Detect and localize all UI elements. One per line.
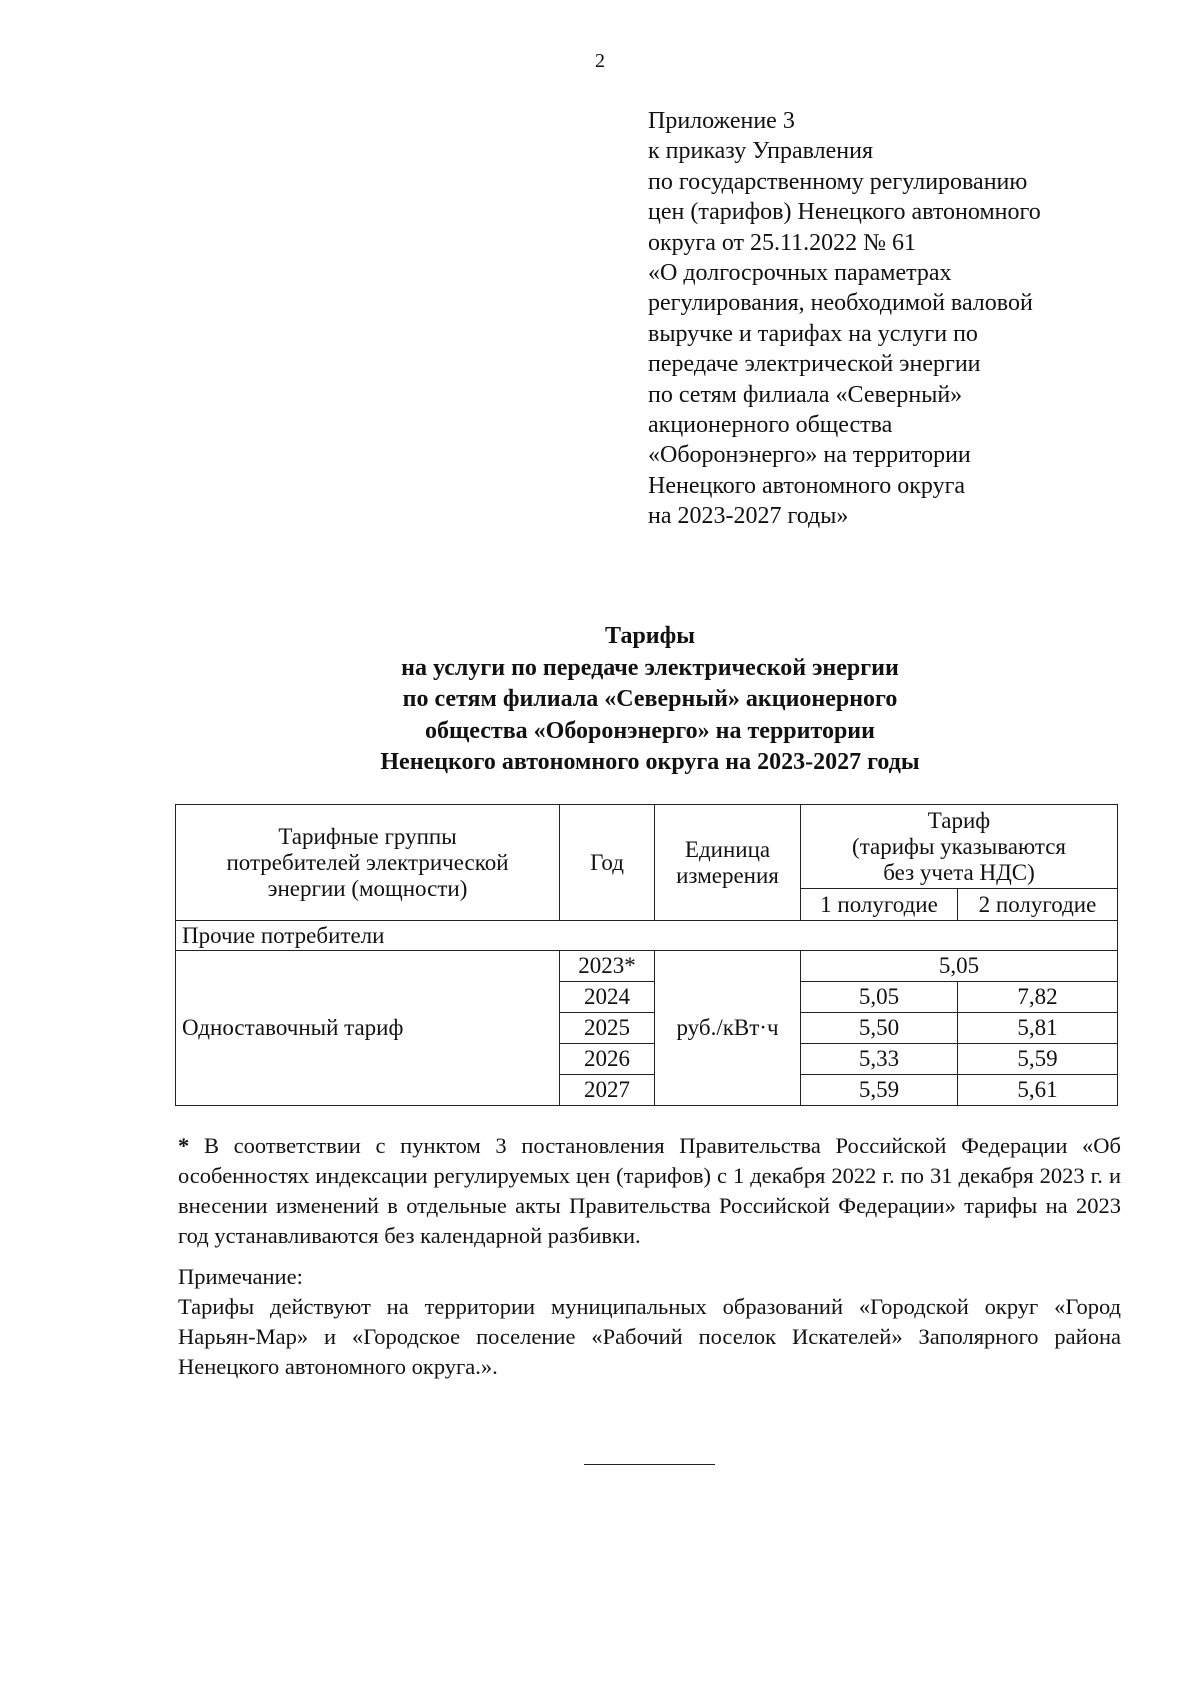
value-cell: 5,59 (801, 1075, 958, 1106)
value-cell: 5,59 (958, 1044, 1118, 1075)
appendix-line: выручке и тарифах на услуги по (648, 320, 978, 347)
header-text: энергии (мощности) (267, 875, 468, 901)
appendix-line: акционерного общества (648, 412, 893, 439)
header-text: Тариф (927, 807, 991, 833)
header-tariff-group (176, 805, 560, 921)
merged-value-cell: 5,05 (801, 951, 1118, 982)
appendix-line: на 2023-2027 годы» (648, 503, 849, 530)
year-cell: 2024 (560, 982, 655, 1013)
appendix-line: по сетям филиала «Северный» (648, 381, 963, 408)
appendix-line: регулирования, необходимой валовой (648, 290, 1033, 317)
end-divider (584, 1464, 715, 1465)
year-cell: 2023* (560, 951, 655, 982)
title-line: общества «Оборонэнерго» на территории (425, 717, 875, 744)
header-text: без учета НДС) (883, 859, 1035, 885)
year-cell: 2027 (560, 1075, 655, 1106)
header-text: измерения (676, 862, 779, 888)
header-half-1: 1 полугодие (801, 889, 958, 921)
appendix-line: передаче электрической энергии (648, 351, 981, 378)
table-row (176, 951, 1118, 982)
header-text: потребителей электрической (226, 849, 509, 875)
footnote-marker: * (178, 1133, 190, 1158)
title-line: Ненецкого автономного округа на 2023-2027 годы (380, 749, 920, 775)
appendix-line: по государственному регулированию (648, 168, 1028, 195)
tariff-name-cell: Одноставочный тариф (176, 951, 560, 1106)
note-line: Ненецкого автономного округа.». (178, 1354, 498, 1379)
value-cell: 5,05 (801, 982, 958, 1013)
value-cell: 7,82 (958, 982, 1118, 1013)
title-line: по сетям филиала «Северный» акционерного (402, 686, 898, 712)
header-year: Год (560, 805, 655, 921)
year-cell: 2026 (560, 1044, 655, 1075)
appendix-line: «О долгосрочных параметрах (648, 260, 952, 287)
title-line: Тарифы (605, 623, 695, 649)
appendix-line: цен (тарифов) Ненецкого автономного (648, 199, 1041, 226)
note-line: Нарьян-Мар» и «Городское поселение «Рабочий поселок Искателей» Заполярного района (178, 1324, 1121, 1349)
footnote-text: В соответствии с пунктом 3 постановления Правительства Российской Федерации «Об особенностях индексации регулируемых цен (тарифов) с 1 декабря 2022 г. по 31 декабря 2023 г. и внесении изменений в отдельные акты Правительства Российской Федерации» тарифы на 2023 год устанавливаются без календарной разбивки. (178, 1133, 1122, 1248)
year-cell: 2025 (560, 1013, 655, 1044)
title-line: на услуги по передаче электрической энергии (401, 654, 899, 681)
footnote (178, 1131, 1121, 1251)
note (178, 1262, 1121, 1382)
appendix-line: Ненецкого автономного округа (648, 472, 966, 499)
section-row: Прочие потребители (176, 921, 1118, 951)
tariff-table (175, 804, 1118, 1106)
header-half-2: 2 полугодие (958, 889, 1118, 921)
appendix-line: к приказу Управления (648, 138, 874, 165)
header-text: Единица (684, 836, 771, 862)
header-unit (655, 805, 801, 921)
header-text: Тарифные группы (278, 823, 457, 849)
appendix-line: Приложение 3 (648, 108, 795, 134)
value-cell: 5,50 (801, 1013, 958, 1044)
appendix-line: «Оборонэнерго» на территории (648, 442, 971, 469)
unit-cell: руб./кВт·ч (655, 951, 801, 1106)
value-cell: 5,61 (958, 1075, 1118, 1106)
appendix-reference (648, 106, 1168, 532)
value-cell: 5,81 (958, 1013, 1118, 1044)
document-title (100, 621, 1200, 779)
appendix-line: округа от 25.11.2022 № 61 (648, 229, 917, 256)
header-tariff (801, 805, 1118, 889)
note-line: Тарифы действуют на территории муниципальных образований «Городской округ «Город (178, 1294, 1121, 1319)
value-cell: 5,33 (801, 1044, 958, 1075)
header-text: (тарифы указываются (852, 833, 1066, 859)
page-number: 2 (595, 50, 605, 72)
note-heading: Примечание: (178, 1264, 303, 1289)
